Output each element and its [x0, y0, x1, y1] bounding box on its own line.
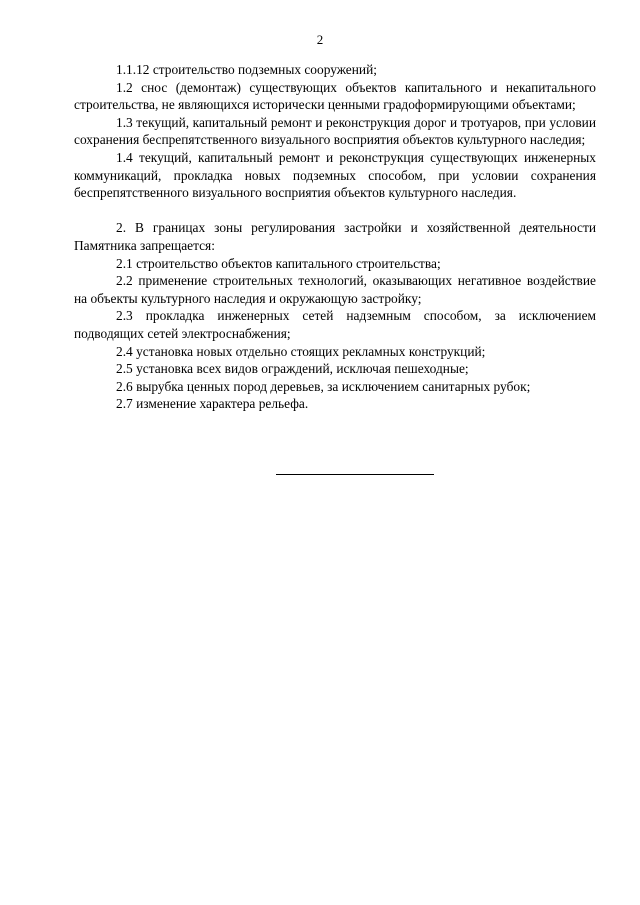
document-body: [74, 61, 596, 413]
item-1-3: 1.3 текущий, капитальный ремонт и реконструкция дорог и тротуаров, при условии сохранения беспрепятственного визуального восприятия объектов культурного наследия;: [74, 114, 596, 148]
page-number: 2: [316, 32, 324, 47]
paragraph-gap: [74, 202, 596, 220]
item-1-2: 1.2 снос (демонтаж) существующих объектов капитального и некапитального строительства, не являющихся исторически ценными градоформирующими объектами;: [74, 79, 596, 113]
end-divider: [276, 474, 434, 475]
item-2-5: 2.5 установка всех видов ограждений, исключая пешеходные;: [116, 361, 469, 377]
item-2-3: 2.3 прокладка инженерных сетей надземным способом, за исключением подводящих сетей электроснабжения;: [74, 308, 596, 341]
item-2-1: 2.1 строительство объектов капитального строительства;: [116, 255, 441, 271]
item-1-4: 1.4 текущий, капитальный ремонт и реконструкция существующих инженерных коммуникаций, прокладка новых подземных способом, при условии сохранения беспрепятственного визуального восприятия объектов культурного наследия.: [74, 149, 596, 201]
item-2-4: 2.4 установка новых отдельно стоящих рекламных конструкций;: [116, 343, 486, 359]
item-1-1-12: 1.1.12 строительство подземных сооружений;: [116, 62, 377, 77]
item-2-6: 2.6 вырубка ценных пород деревьев, за исключением санитарных рубок;: [116, 378, 531, 394]
section-2-heading: 2. В границах зоны регулирования застройки и хозяйственной деятельности Памятника запрещается:: [74, 220, 596, 253]
item-2-2: 2.2 применение строительных технологий, оказывающих негативное воздействие на объекты культурного наследия и окружающую застройку;: [74, 273, 596, 306]
item-2-7: 2.7 изменение характера рельефа.: [116, 396, 309, 412]
